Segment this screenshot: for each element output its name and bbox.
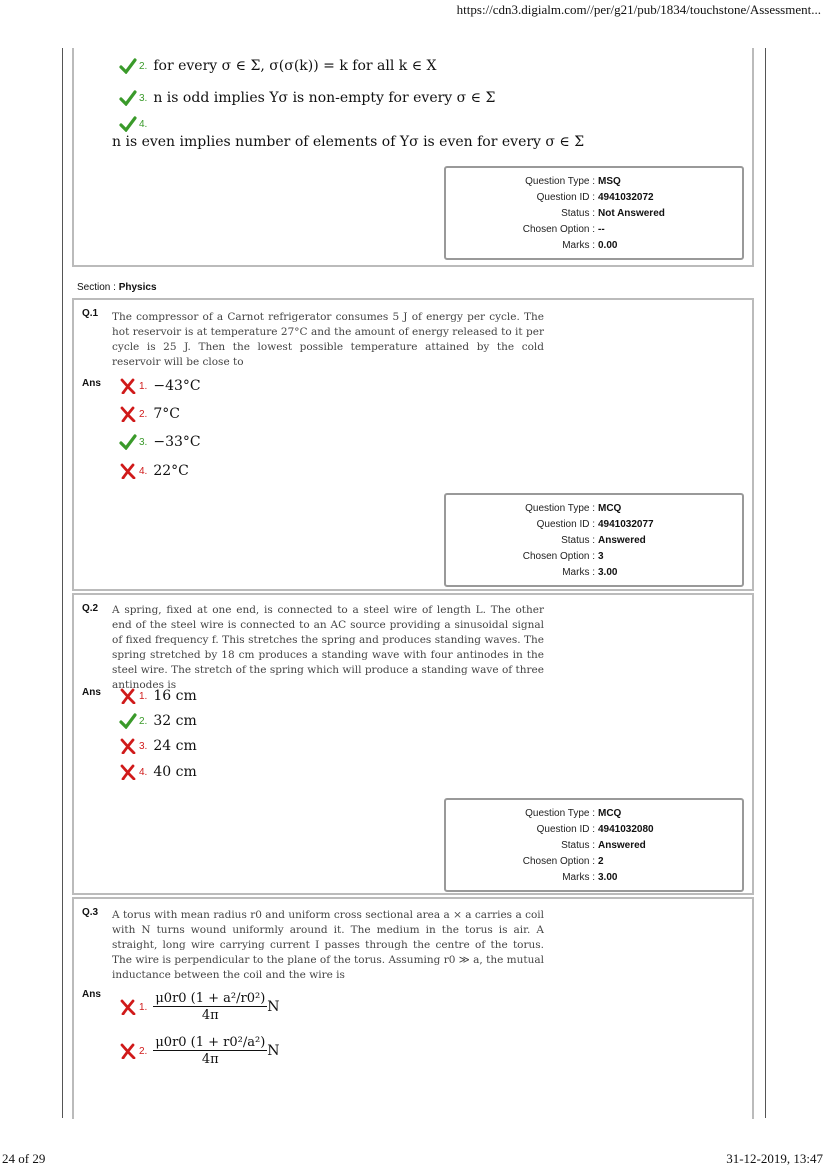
right-border-line (765, 48, 766, 1118)
option-1: 1. $\frac{\text{μ0r0 (1 + a²/r0²)}}{4\pi}$ N (119, 991, 280, 1023)
question-number: Q.2 (82, 603, 99, 614)
cross-icon (119, 463, 137, 479)
cross-icon (119, 688, 137, 704)
option-3: 3. −33°C (119, 434, 201, 450)
option-2: 2. for every σ ∈ Σ, σ(σ(k)) = k for all k ∈ X (119, 58, 436, 74)
option-4: 4. (119, 116, 153, 132)
question-panel-q2 (72, 593, 754, 895)
cross-icon (119, 764, 137, 780)
prev-question-panel (72, 48, 754, 267)
checkmark-icon (119, 434, 137, 450)
question-text: The compressor of a Carnot refrigerator consumes 5 J of energy per cycle. The hot reservoir is at temperature 27°C and the amount of energy released to it per cycle is 25 J. Then the lowest possible temperature attained by the cold reservoir will be close to (112, 311, 544, 368)
question-info-box: Question Type : MCQ Question ID : 4941032077 Status : Answered Chosen Option : 3 Marks : 3.00 (444, 493, 744, 587)
option-2: 2. 32 cm (119, 713, 197, 729)
option-1: 1. −43°C (119, 378, 201, 394)
cross-icon (119, 1043, 137, 1059)
option-4: 4. 22°C (119, 463, 189, 479)
print-datetime: 31-12-2019, 13:47 (726, 1151, 823, 1166)
checkmark-icon (119, 713, 137, 729)
page-counter: 24 of 29 (2, 1151, 46, 1166)
checkmark-icon (119, 58, 137, 74)
option-3: 3. 24 cm (119, 738, 197, 754)
question-number: Q.1 (82, 308, 99, 319)
question-text: A spring, fixed at one end, is connected to a steel wire of length L. The other end of the steel wire is connected to an AC source providing a sinusoidal signal of fixed frequency f. This stretches the spring and produces standing waves. The spring stretched by 18 cm produces a standing wave with four antinodes in the steel wire. The stretch of the spring which will produce a standing wave of three antinodes is (112, 604, 544, 691)
question-panel-q1 (72, 298, 754, 591)
left-border-line (62, 48, 63, 1118)
ans-label: Ans (82, 687, 101, 698)
question-panel-q3 (72, 897, 754, 1119)
cross-icon (119, 738, 137, 754)
option-3: 3. n is odd implies Yσ is non-empty for every σ ∈ Σ (119, 90, 495, 106)
cross-icon (119, 406, 137, 422)
formula-fraction: $\frac{\text{μ0r0 (1 + r0²/a²)}}{4\pi}$ (155, 1035, 266, 1067)
option-2: 2. $\frac{\text{μ0r0 (1 + r0²/a²)}}{4\pi}$ N (119, 1035, 280, 1067)
checkmark-icon (119, 90, 137, 106)
question-text: A torus with mean radius r0 and uniform cross sectional area a × a carries a coil with N turns wound uniformly around it. The medium in the torus is air. A straight, long wire carrying current I passes through the centre of the torus. The wire is perpendicular to the plane of the torus. Assuming r0 ≫ a, the mutual inductance between the coil and the wire is (112, 909, 544, 981)
formula-fraction: $\frac{\text{μ0r0 (1 + a²/r0²)}}{4\pi}$ (155, 991, 266, 1023)
ans-label: Ans (82, 989, 101, 1000)
page-url: https://cdn3.digialm.com//per/g21/pub/1834/touchstone/Assessment... (456, 2, 821, 17)
question-info-box: Question Type : MSQ Question ID : 4941032072 Status : Not Answered Chosen Option : -- Marks : 0.00 (444, 166, 744, 260)
option-4-text: n is even implies number of elements of Yσ is even for every σ ∈ Σ (112, 134, 585, 150)
option-2: 2. 7°C (119, 406, 180, 422)
question-number: Q.3 (82, 907, 99, 918)
section-header: Section : Physics (77, 282, 157, 293)
cross-icon (119, 378, 137, 394)
question-info-box: Question Type : MCQ Question ID : 4941032080 Status : Answered Chosen Option : 2 Marks : 3.00 (444, 798, 744, 892)
ans-label: Ans (82, 378, 101, 389)
option-1: 1. 16 cm (119, 688, 197, 704)
cross-icon (119, 999, 137, 1015)
option-4: 4. 40 cm (119, 764, 197, 780)
checkmark-icon (119, 116, 137, 132)
